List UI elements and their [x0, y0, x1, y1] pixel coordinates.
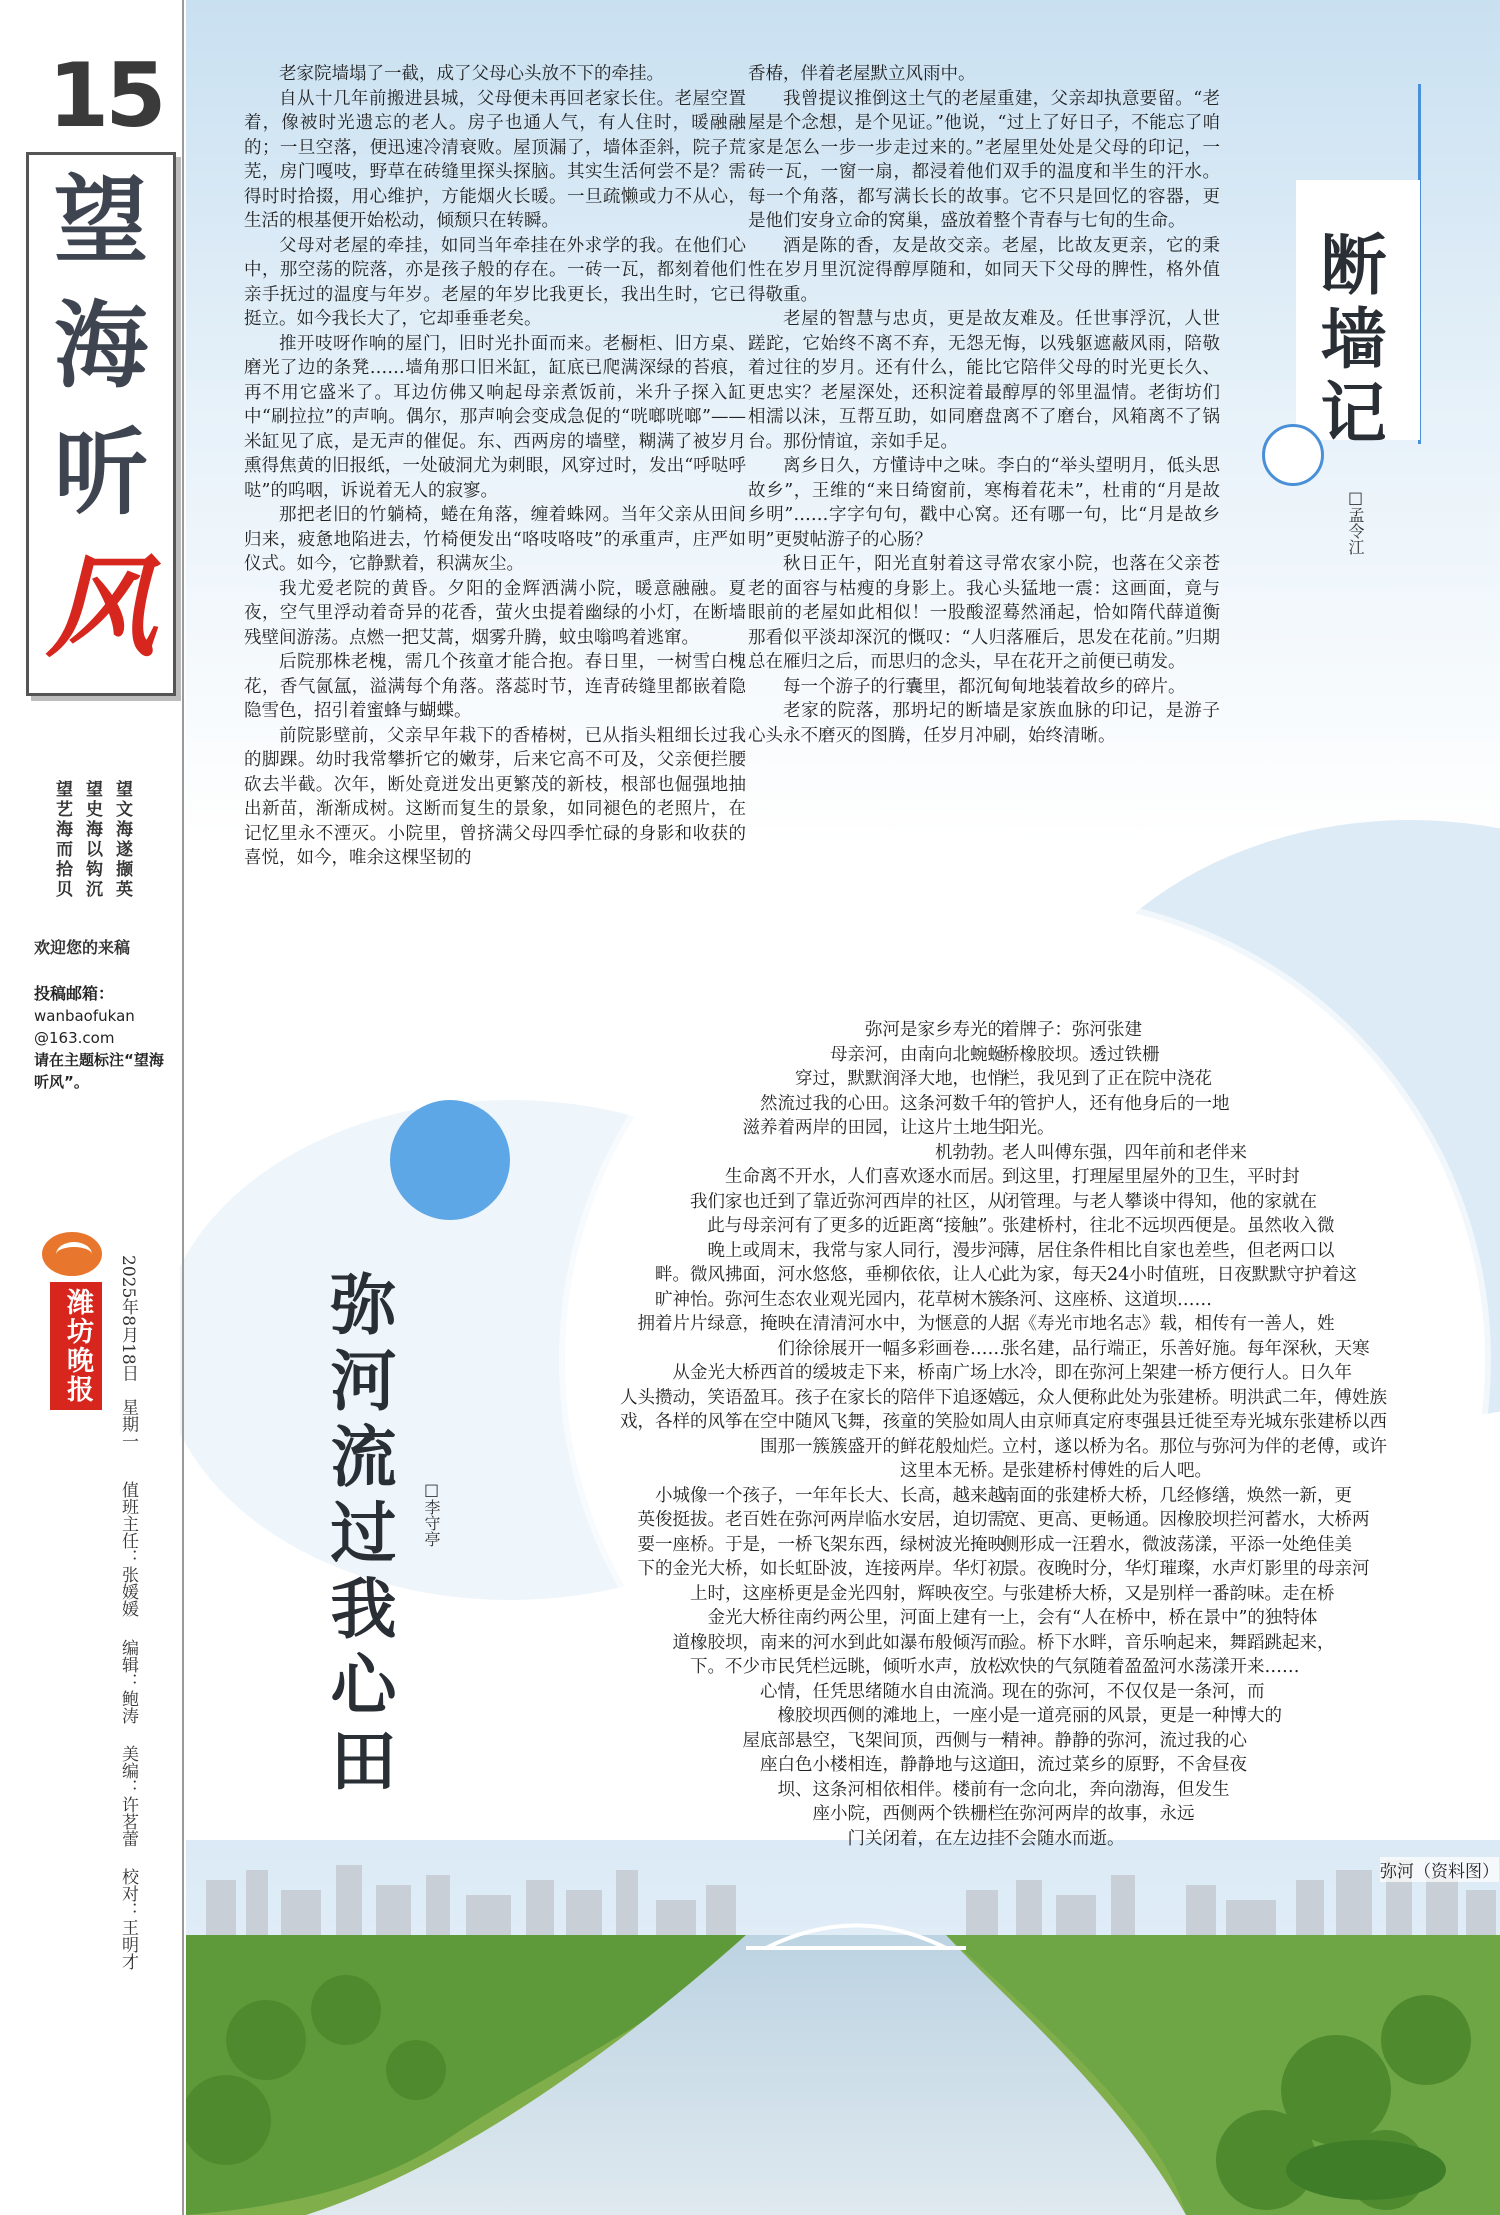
article2-line: 上，会有“人在桥中，桥在景中”的独特体 [1002, 1608, 1318, 1628]
motto-2: 望史海以钩沉 [82, 780, 102, 900]
article2-line: 到这里，打理屋里屋外的卫生，平时封 [1002, 1167, 1300, 1187]
article1-paragraph: 老家的院落，那坍圮的断墙是家族血脉的印记，是游子心头永不磨灭的图腾，任岁月冲刷，始终清晰。 [748, 701, 1220, 746]
article2-line: 与张建桥大桥，又是别样一番韵味。走在桥 [1002, 1583, 1335, 1604]
article2-line: 母亲河，由南向北蜿蜒 [830, 1044, 1005, 1065]
article2-line: 机勃勃。 [935, 1142, 1005, 1163]
article2-line: 着牌子：弥河张建 [1002, 1020, 1142, 1040]
article2-line: 门关闭着，在左边挂 [847, 1828, 1005, 1849]
submission-request: 请在主题标注“望海听风”。 [34, 1051, 164, 1091]
issue-date: 2025年8月18日 星期一 [118, 1255, 138, 1450]
credits [116, 1255, 140, 2075]
article2-line: 现在的弥河，不仅仅是一条河，而 [1002, 1681, 1265, 1702]
section-title-box [26, 152, 176, 696]
article1-paragraph: 推开吱呀作响的屋门，旧时光扑面而来。老橱柜、旧方桌、磨光了边的条凳……墙角那口旧米缸，缸底已爬满深绿的苔痕，再不用它盛米了。耳边仿佛又响起母亲煮饭前，米升子探入缸中“刷拉拉”的声响。偶尔，那声响会变成急促的“咣啷咣啷”——米缸见了底，是无声的催促。东、西两房的墙壁，糊满了被岁月熏得焦黄的旧报纸，一处破洞尤为刺眼，风穿过时，发出“呼哒呼哒”的呜咽，诉说着无人的寂寥。 [244, 333, 746, 501]
article2-column-1 [590, 1018, 1005, 1851]
article2-line: 从金光大桥西首的缓坡走下来，桥南广场上 [672, 1363, 1005, 1383]
article1-paragraph: 酒是陈的香，友是故交亲。老屋，比故友更亲，它的秉性在岁月里沉淀得醇厚随和，如同天下父母的脾性，格外值得敬重。 [748, 235, 1220, 305]
article1-paragraph: 前院影壁前，父亲早年栽下的香椿树，已从指头粗细长过我的脚踝。幼时我常攀折它的嫩芽，后来它高不可及，父亲便拦腰砍去半截。次年，断处竟迸发出更繁茂的新枝，根部也倔强地抽出新苗，渐渐成树。这断而复生的景象，如同褪色的老照片，在记忆里永不湮灭。小院里，曾挤满父母四季忙碌的身影和收获的喜悦，如今，唯余这棵坚韧的 [244, 725, 746, 868]
logo-swirl-icon [42, 1232, 102, 1276]
article2-line: 旷神怡。弥河生态农业观光园内，花草树木簇 [655, 1289, 1005, 1310]
submission-email-2[interactable]: @163.com [34, 1029, 115, 1047]
article2-line: 远，众人便称此处为张建桥。明洪武二年，傅姓族 [1002, 1387, 1387, 1408]
article2-line: 薄，居住条件相比自家也差些，但老两口以 [1002, 1240, 1335, 1261]
article2-line: 精神。静静的弥河，流过我的心 [1002, 1730, 1247, 1751]
section-title-char-4: 风 [46, 543, 156, 672]
article2-line: 我们家也迁到了靠近弥河西岸的社区，从 [690, 1191, 1005, 1212]
newspaper-name: 潍坊晚报 [50, 1282, 102, 1410]
credit-duty-chief: 值班主任：张媛媛 [118, 1481, 138, 1618]
article2-line: 宽、更高、更畅通。因橡胶坝拦河蓄水，大桥两 [1002, 1510, 1370, 1530]
article1-column-2 [748, 62, 1220, 748]
section-title-char-1: 望 [53, 167, 148, 276]
submission-info [34, 983, 174, 1093]
credit-proofreader: 校对：王明才 [118, 1868, 138, 1971]
left-masthead-column [0, 0, 180, 2215]
article2-line: 畔。微风拂面，河水悠悠，垂柳依依，让人心 [655, 1265, 1005, 1285]
article2-line: 穿过，默默润泽大地，也悄 [795, 1069, 1005, 1089]
article2-line: 是一道亮丽的风景，更是一种博大的 [1002, 1706, 1282, 1726]
page-number: 15 [48, 44, 163, 147]
article2-line: 人由京师真定府枣强县迁徙至寿光城东张建桥以西 [1002, 1412, 1387, 1432]
article2-line: 老人叫傅东强，四年前和老伴来 [1002, 1142, 1247, 1163]
column-divider [182, 0, 184, 2215]
article1-paragraph: 秋日正午，阳光直射着这寻常农家小院，也落在父亲苍老的面容与枯瘦的身影上。我心头猛地一震：这画面，竟与眼前的老屋如此相似！一股酸涩蓦然涌起，恰如隋代薛道衡那看似平淡却深沉的慨叹：“人归落雁后，思发在花前。”归期总在雁归之后，而思归的念头，早在花开之前便已萌发。 [748, 554, 1220, 672]
newspaper-logo [40, 1232, 104, 1410]
article2-line: 坝、这条河相依相伴。楼前有 [777, 1779, 1005, 1800]
article2-line: 欢快的气氛随着盈盈河水荡漾开来…… [1002, 1657, 1300, 1677]
article2-line: 水冷，即在弥河上架建一桥方便行人。日久年 [1002, 1363, 1352, 1383]
article2-line: 验。桥下水畔，音乐响起来，舞蹈跳起来， [1002, 1632, 1335, 1653]
article2-line: 座小院，西侧两个铁栅栏 [812, 1804, 1005, 1824]
article2-line: 座白色小楼相连，静静地与这道 [760, 1755, 1005, 1775]
article2-line: 闭管理。与老人攀谈中得知，他的家就在 [1002, 1191, 1317, 1212]
article2-line: 在弥河两岸的故事，永远 [1002, 1804, 1195, 1824]
article2-line: 屋底部悬空，飞架间顶，西侧与一 [742, 1730, 1005, 1751]
article1-paragraph: 我曾提议推倒这土气的老屋重建，父亲却执意要留。“老屋是个念想，是个见证。”他说，“过上了好日子，不能忘了咱家是怎么一步一步走过来的。”老屋里处处是父母的印记，一砖一瓦，一窗一扇，都浸着他们双手的温度和半生的汗水。每一个角落，都写满长长的故事。它不只是回忆的容器，更是他们安身立命的窝巢，盛放着整个青春与七旬的生命。 [748, 88, 1220, 231]
article2-line: 此与母亲河有了更多的近距离“接触”。 [707, 1216, 1005, 1236]
article2-line: 们徐徐展开一幅多彩画卷…… [777, 1338, 1005, 1359]
article2-line: 一念向北，奔向渤海，但发生 [1002, 1779, 1230, 1800]
article1-paragraph: 老家院墙塌了一截，成了父母心头放不下的牵挂。 [279, 64, 664, 84]
article2-column-2 [1002, 1018, 1440, 1851]
article2-line: 然流过我的心田。这条河数千年 [760, 1093, 1005, 1114]
article1-paragraph: 自从十几年前搬进县城，父母便未再回老家长住。老屋空置着，像被时光遗忘的老人。房子也通人气，有人住时，暖融融的；一旦空落，便迅速冷清衰败。屋顶漏了，墙体歪斜，院子荒芜，房门嘎吱，野草在砖缝里探头探脑。其实生活何尝不是？需得时时拾掇，用心维护，方能烟火长暖。一旦疏懒或力不从心，生活的根基便开始松动，倾颓只在转瞬。 [244, 88, 746, 231]
submission-email-1[interactable]: wanbaofukan [34, 1007, 135, 1025]
welcome-text: 欢迎您的来稿 [34, 938, 131, 957]
article2-line: 拥着片片绿意，掩映在清清河水中，为惬意的人 [637, 1314, 1005, 1334]
article2-line: 要一座桥。于是，一桥飞架东西，绿树波光掩映 [637, 1534, 1005, 1555]
article2-line: 英俊挺拔。老百姓在弥河两岸临水安居，迫切需 [637, 1510, 1005, 1530]
article2-line: 戏，各样的风筝在空中随风飞舞，孩童的笑脸如周 [620, 1412, 1005, 1432]
article2-line: 不会随水而逝。 [1002, 1828, 1125, 1849]
article2-line: 田，流过菜乡的原野，不舍昼夜 [1002, 1755, 1247, 1775]
article2-line: 立村，遂以桥为名。那位与弥河为伴的老傅，或许 [1002, 1436, 1387, 1457]
article1-paragraph: 那把老旧的竹躺椅，蜷在角落，缠着蛛网。当年父亲从田间归来，疲惫地陷进去，竹椅便发出“咯吱咯吱”的承重声，庄严如仪式。如今，它静默着，积满灰尘。 [244, 505, 746, 574]
article1-paragraph: 后院那株老槐，需几个孩童才能合抱。春日里，一树雪白槐花，香气氤氲，溢满每个角落。落蕊时节，连青砖缝里都嵌着隐隐雪色，招引着蜜蜂与蝴蝶。 [244, 652, 746, 721]
article2-line: 生命离不开水，人们喜欢逐水而居。 [725, 1167, 1005, 1187]
article2-line: 栏，我见到了正在院中浇花 [1002, 1069, 1212, 1089]
article2-line: 人头攒动，笑语盈耳。孩子在家长的陪伴下追逐嬉 [620, 1387, 1005, 1408]
article1-column-1 [244, 62, 746, 871]
section-title-char-3: 听 [53, 419, 148, 528]
motto-3: 望艺海而拾贝 [52, 780, 72, 900]
article2-line: 条河、这座桥、这道坝…… [1002, 1289, 1212, 1310]
credit-art-editor: 美编：许茗蕾 [118, 1744, 138, 1847]
river-photo [186, 1840, 1500, 2215]
article1-paragraph: 每一个游子的行囊里，都沉甸甸地装着故乡的碎片。 [783, 676, 1186, 697]
article2-line: 阳光。 [1002, 1118, 1055, 1138]
article2-line: 上时，这座桥更是金光四射，辉映夜空。 [690, 1583, 1005, 1604]
submission-label: 投稿邮箱： [34, 984, 115, 1003]
article2-line: 桥橡胶坝。透过铁栅 [1002, 1044, 1160, 1065]
article1-paragraph: 香椿，伴着老屋默立风雨中。 [748, 64, 976, 84]
photo-caption: 弥河（资料图） [1380, 1857, 1499, 1882]
article1-paragraph: 我尤爱老院的黄昏。夕阳的金辉洒满小院，暖意融融。夏夜，空气里浮动着奇异的花香，萤火虫提着幽绿的小灯，在断墙残壁间游荡。点燃一把艾蒿，烟雾升腾，蚊虫嗡鸣着逃窜。 [244, 578, 746, 648]
article2-line: 侧形成一汪碧水，微波荡漾，平添一处绝佳美 [1002, 1534, 1352, 1555]
article1-paragraph: 离乡日久，方懂诗中之味。李白的“举头望明月，低头思故乡”，王维的“来日绮窗前，寒梅着花未”，杜甫的“月是故乡明”……字字句句，戳中心窝。还有哪一句，比“月是故乡明”更熨帖游子的心肠？ [748, 456, 1220, 550]
article2-author: □李守亭 [422, 1480, 441, 1547]
article2-line: 橡胶坝西侧的滩地上，一座小 [777, 1706, 1005, 1726]
article2-line: 金光大桥往南约两公里，河面上建有一 [707, 1608, 1005, 1628]
article1-paragraph: 老屋的智慧与忠贞，更是故友难及。任世事浮沉，人世蹉跎，它始终不离不弃，无怨无悔，以残躯遮蔽风雨，陪敬着过往的岁月。还有什么，能比它陪伴父母的时光更长久、更忠实？老屋深处，还积淀着最醇厚的邻里温情。老街坊们相濡以沫，互帮互助，如同磨盘离不了磨台，风箱离不了锅台。那份情谊，亲如手足。 [748, 309, 1220, 452]
article2-title: 弥河流过我心田 [319, 1270, 396, 1802]
article2-line: 小城像一个孩子，一年年长大、长高，越来越 [655, 1485, 1005, 1506]
article2-line: 是张建桥村傅姓的后人吧。 [1002, 1461, 1212, 1481]
article1-author: □孟令江 [1346, 488, 1365, 555]
article1-title: 断墙记 [1309, 230, 1386, 452]
article1-paragraph: 父母对老屋的牵挂，如同当年牵挂在外求学的我。在他们心中，那空荡的院落，亦是孩子般的存在。一砖一瓦，都刻着他们亲手抚过的温度与年岁。老屋的年岁比我更长，我出生时，它已挺立。如今我长大了，它却垂垂老矣。 [244, 235, 746, 329]
credit-editor: 编辑：鲍涛 [118, 1638, 138, 1724]
article2-line: 下的金光大桥，如长虹卧波，连接两岸。华灯初 [637, 1559, 1005, 1579]
article2-line: 滋养着两岸的田园，让这片土地生 [742, 1118, 1005, 1138]
article2-line: 围那一簇簇盛开的鲜花般灿烂。 [760, 1436, 1005, 1457]
article2-line: 下。不少市民凭栏远眺，倾听水声，放松 [690, 1657, 1005, 1677]
section-title-char-2: 海 [53, 292, 148, 401]
article2-line: 张名建，品行端正，乐善好施。每年深秋，天寒 [1002, 1338, 1370, 1359]
article2-line: 道橡胶坝，南来的河水到此如瀑布般倾泻而 [672, 1632, 1005, 1653]
article2-line: 心情，任凭思绪随水自由流淌。 [760, 1681, 1005, 1702]
article2-line: 景。夜晚时分，华灯璀璨，水声灯影里的母亲河 [1002, 1559, 1370, 1579]
article2-line: 此为家，每天24小时值班，日夜默默守护着这 [1002, 1265, 1357, 1285]
blue-circle-ornament-icon [390, 1100, 510, 1220]
article2-line: 据《寿光市地名志》载，相传有一善人，姓 [1002, 1314, 1335, 1334]
article2-line: 南面的张建桥大桥，几经修缮，焕然一新，更 [1002, 1485, 1352, 1506]
article2-line: 这里本无桥。 [900, 1461, 1005, 1481]
motto-1: 望文海遂撷英 [112, 780, 132, 900]
article2-line: 晚上或周末，我常与家人同行，漫步河 [707, 1240, 1005, 1261]
article2-line: 张建桥村，往北不远坝西便是。虽然收入微 [1002, 1216, 1335, 1236]
article2-line: 弥河是家乡寿光的 [865, 1020, 1005, 1040]
river-illustration [186, 1840, 1500, 2215]
article2-line: 的管护人，还有他身后的一地 [1002, 1093, 1230, 1114]
